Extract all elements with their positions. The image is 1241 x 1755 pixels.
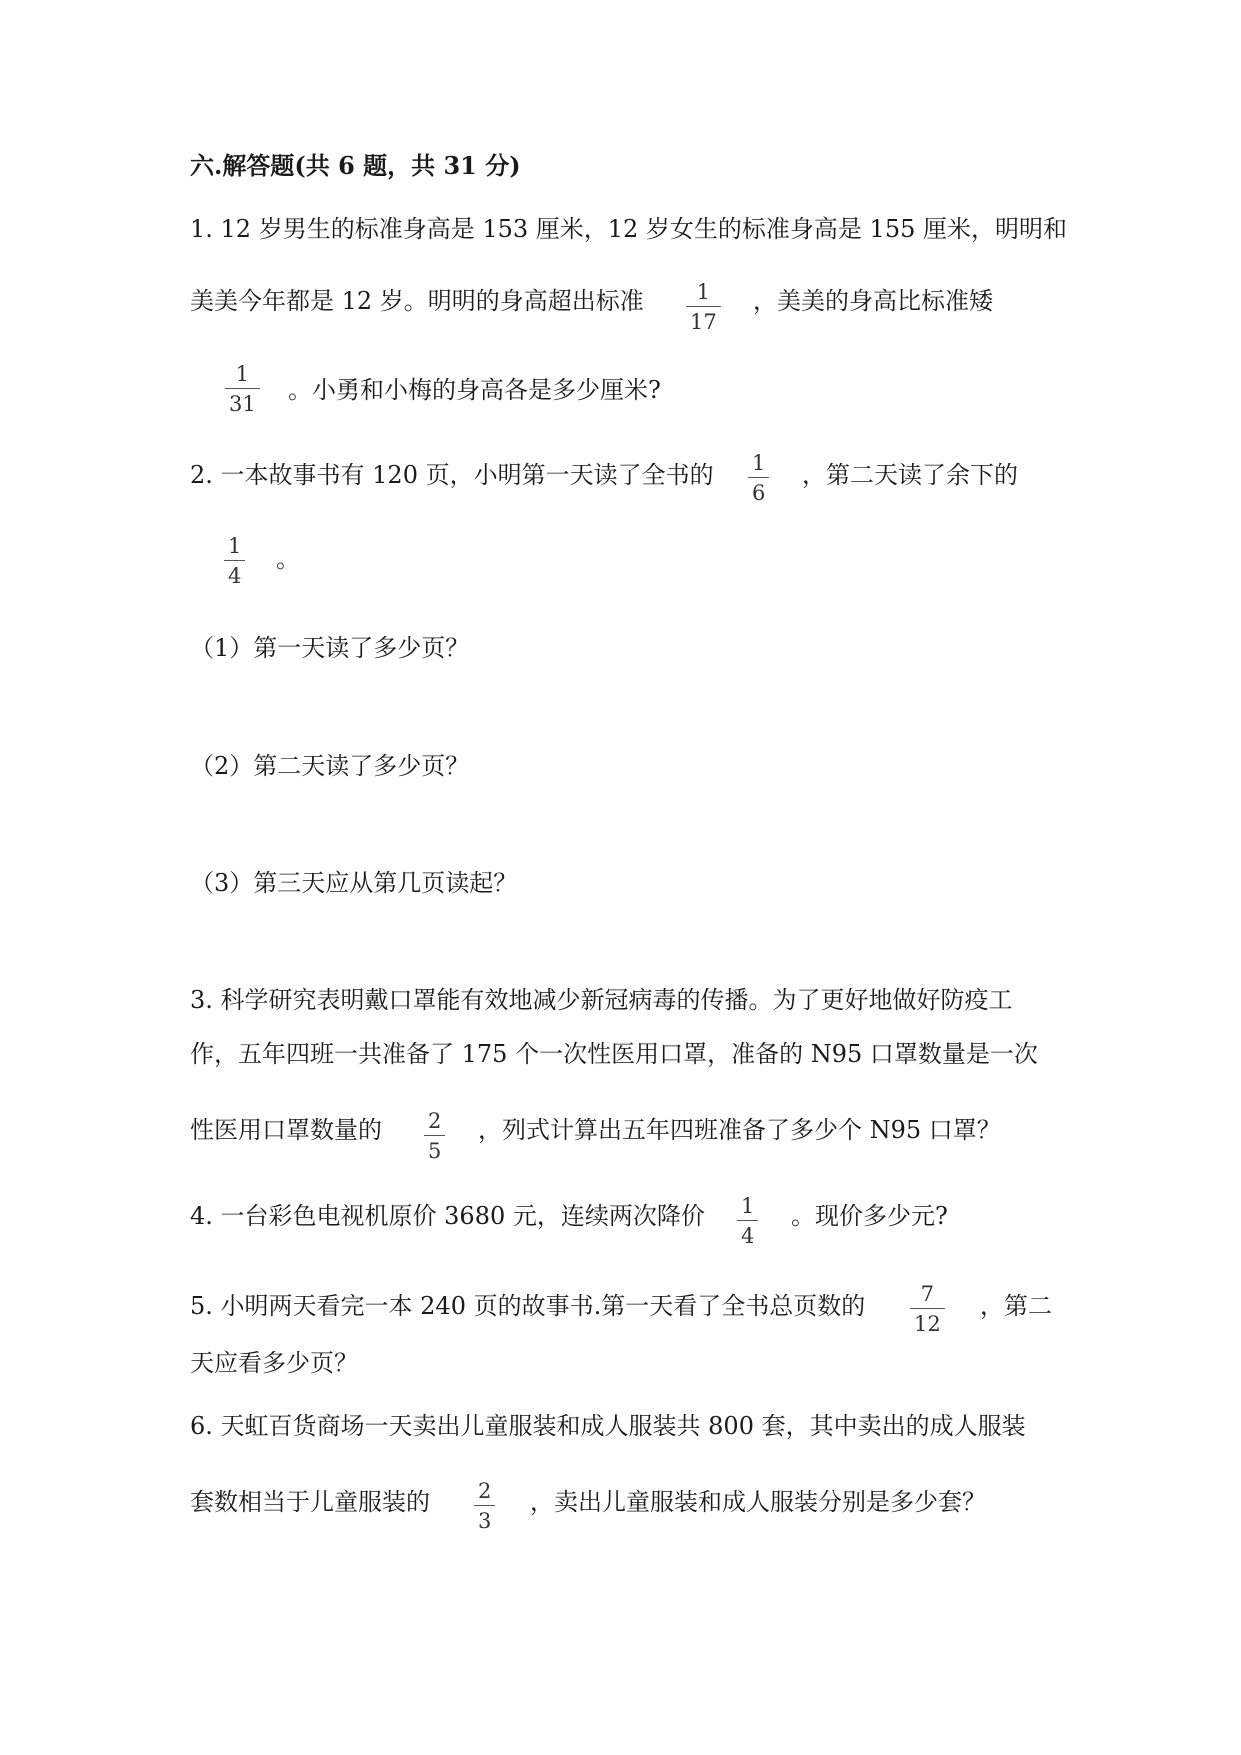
q6-line2-text-a: 套数相当于儿童服装的 — [190, 1488, 430, 1516]
q3-fraction-2-5 — [424, 1109, 445, 1163]
frac-numerator: 2 — [428, 1109, 442, 1133]
q1-line2-text-b: ，美美的身高比标准矮 — [753, 287, 993, 315]
frac-numerator: 1 — [752, 451, 766, 475]
q5-line1-text-a: 5. 小明两天看完一本 240 页的故事书.第一天看了全书总页数的 — [190, 1292, 866, 1320]
frac-denominator: 31 — [229, 392, 256, 416]
frac-numerator: 1 — [228, 534, 242, 558]
q1-line2-text-a: 美美今年都是 12 岁。明明的身高超出标准 — [190, 287, 644, 315]
q6-fraction-2-3 — [474, 1479, 495, 1533]
q1-fraction-1-17 — [686, 280, 721, 334]
q2-fraction-1-6 — [748, 451, 769, 505]
q3-line1: 3. 科学研究表明戴口罩能有效地减少新冠病毒的传播。为了更好地做好防疫工 — [190, 986, 1013, 1014]
q2-line2-text: 。 — [276, 545, 300, 573]
frac-denominator: 4 — [741, 1224, 755, 1248]
q1-line1: 1. 12 岁男生的标准身高是 153 厘米，12 岁女生的标准身高是 155 厘米，明明和 — [190, 215, 1067, 243]
q2-sub2: （2）第二天读了多少页？ — [190, 752, 470, 780]
q1-line3-text: 。小勇和小梅的身高各是多少厘米? — [288, 376, 661, 404]
frac-denominator: 12 — [914, 1312, 941, 1336]
frac-denominator: 6 — [752, 481, 766, 505]
q4-fraction-1-4 — [737, 1194, 758, 1248]
q1-fraction-1-31 — [225, 362, 260, 416]
q4-line1-text-a: 4. 一台彩色电视机原价 3680 元，连续两次降价 — [190, 1202, 705, 1230]
frac-numerator: 2 — [478, 1479, 492, 1503]
q2-sub1: （1）第一天读了多少页？ — [190, 634, 470, 662]
q5-line2: 天应看多少页？ — [190, 1349, 358, 1377]
q2-fraction-1-4 — [224, 534, 245, 588]
q5-fraction-7-12 — [910, 1282, 945, 1336]
section-heading: 六.解答题(共 6 题，共 31 分) — [190, 151, 521, 180]
q2-sub3: （3）第三天应从第几页读起？ — [190, 869, 518, 897]
q5-line1-text-b: ，第二 — [980, 1292, 1052, 1320]
q2-line1-text-b: ，第二天读了余下的 — [802, 461, 1018, 489]
q3-line2: 作，五年四班一共准备了 175 个一次性医用口罩，准备的 N95 口罩数量是一次 — [190, 1040, 1038, 1068]
frac-numerator: 7 — [920, 1282, 935, 1306]
q2-line1-text-a: 2. 一本故事书有 120 页，小明第一天读了全书的 — [190, 461, 714, 489]
q6-line1: 6. 天虹百货商场一天卖出儿童服装和成人服装共 800 套，其中卖出的成人服装 — [190, 1412, 1026, 1440]
frac-numerator: 1 — [741, 1194, 755, 1218]
frac-denominator: 3 — [478, 1509, 492, 1533]
q4-line1-text-b: 。现价多少元? — [791, 1202, 948, 1230]
frac-denominator: 17 — [690, 310, 717, 334]
frac-denominator: 4 — [228, 564, 242, 588]
q6-line2-text-b: ，卖出儿童服装和成人服装分别是多少套？ — [530, 1488, 986, 1516]
frac-numerator: 1 — [696, 280, 711, 304]
q3-line3-text-b: ，列式计算出五年四班准备了多少个 N95 口罩？ — [478, 1116, 1001, 1144]
q3-line3-text-a: 性医用口罩数量的 — [190, 1116, 382, 1144]
frac-denominator: 5 — [428, 1139, 442, 1163]
frac-numerator: 1 — [235, 362, 250, 386]
